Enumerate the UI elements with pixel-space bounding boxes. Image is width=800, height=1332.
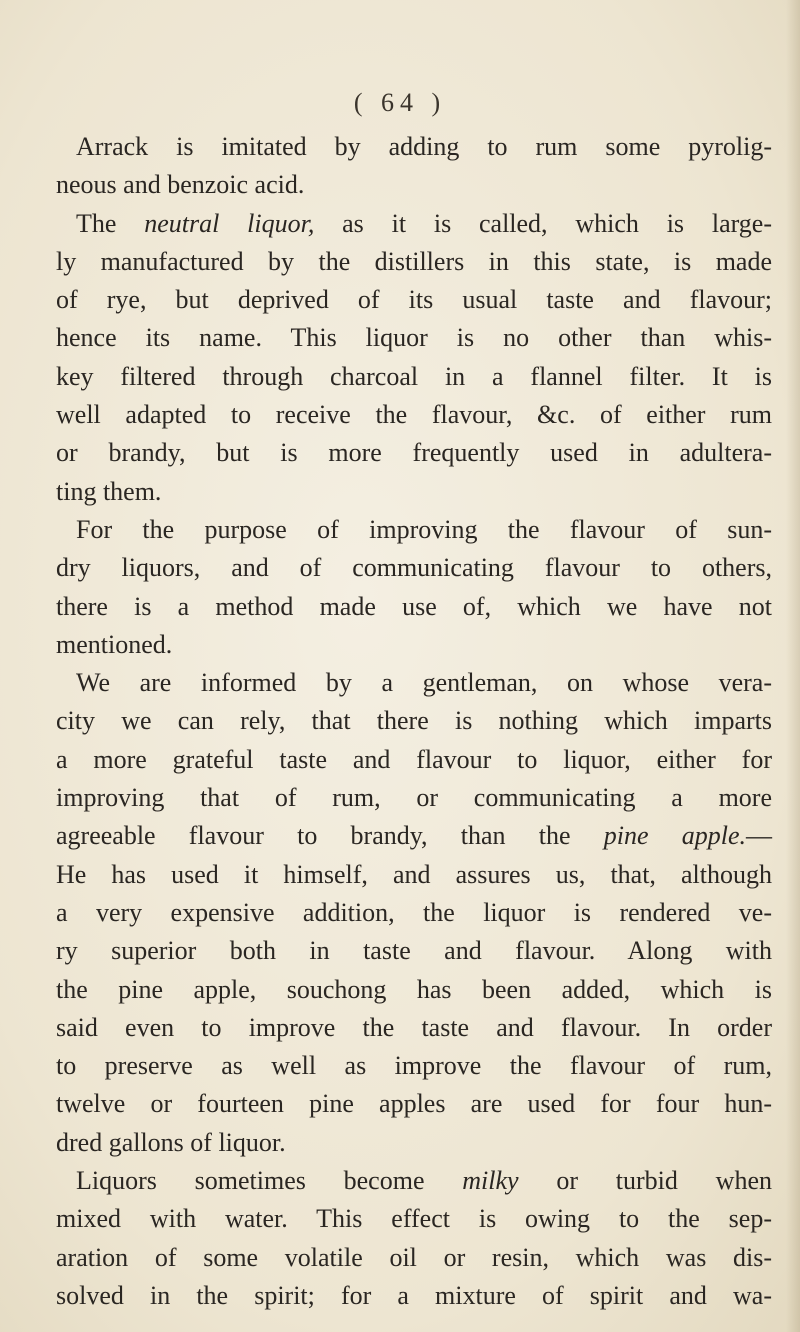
- text-line: to preserve as well as improve the flavour of rum,: [56, 1051, 772, 1081]
- text-line: key filtered through charcoal in a flannel filter. It is: [56, 361, 772, 391]
- text-line: He has used it himself, and assures us, that, although: [56, 859, 772, 889]
- text-run: as it is called, which is large-: [314, 208, 773, 238]
- text-line: dry liquors, and of communicating flavour to others,: [56, 553, 772, 583]
- text-line: We are informed by a gentleman, on whose vera-: [76, 668, 772, 698]
- text-line: solved in the spirit; for a mixture of spirit and wa-: [56, 1280, 772, 1310]
- text-line: neous and benzoic acid.: [56, 170, 305, 200]
- text-line: twelve or fourteen pine apples are used for four hun-: [56, 1089, 772, 1119]
- text-line: a very expensive addition, the liquor is rendered ve-: [56, 897, 772, 927]
- text-line: a more grateful taste and flavour to liquor, either for: [56, 744, 772, 774]
- text-line: mixed with water. This effect is owing to the sep-: [56, 1204, 772, 1234]
- text-line: aration of some volatile oil or resin, which was dis-: [56, 1242, 772, 1272]
- text-line: city we can rely, that there is nothing which imparts: [56, 706, 772, 736]
- text-run: agreeable flavour to brandy, than the: [56, 821, 604, 851]
- text-line: [56, 817, 772, 855]
- text-run: The: [76, 208, 145, 238]
- text-line: [56, 1162, 772, 1200]
- text-line: dred gallons of liquor.: [56, 1127, 286, 1157]
- text-line: ting them.: [56, 476, 162, 506]
- text-line: hence its name. This liquor is no other than whis-: [56, 323, 772, 353]
- text-line: of rye, but deprived of its usual taste and flavour;: [56, 285, 772, 315]
- text-line: ry superior both in taste and flavour. Along with: [56, 936, 772, 966]
- italic-term-pine-apple: pine apple.: [603, 821, 746, 851]
- body-text: [56, 128, 772, 1315]
- text-line: mentioned.: [56, 629, 173, 659]
- page-edge-shadow: [786, 0, 800, 1332]
- text-run: or turbid when: [518, 1166, 772, 1196]
- text-run: Liquors sometimes become: [76, 1166, 463, 1196]
- text-line: the pine apple, souchong has been added, which is: [56, 974, 772, 1004]
- text-line: ly manufactured by the distillers in this state, is made: [56, 246, 772, 276]
- text-line: or brandy, but is more frequently used in adultera-: [56, 438, 772, 468]
- text-run: —: [746, 821, 772, 851]
- text-line: For the purpose of improving the flavour of sun-: [76, 514, 772, 544]
- text-line: Arrack is imitated by adding to rum some pyrolig-: [76, 132, 772, 161]
- text-line: improving that of rum, or communicating a more: [56, 783, 772, 813]
- italic-term-neutral-liquor: neutral liquor,: [144, 208, 315, 238]
- text-line: [56, 205, 772, 243]
- text-line: said even to improve the taste and flavour. In order: [56, 1012, 772, 1042]
- italic-term-milky: milky: [462, 1166, 519, 1196]
- text-line: well adapted to receive the flavour, &c. of either rum: [56, 400, 772, 430]
- page-number: ( 64 ): [353, 88, 447, 117]
- text-line: there is a method made use of, which we have not: [56, 591, 772, 621]
